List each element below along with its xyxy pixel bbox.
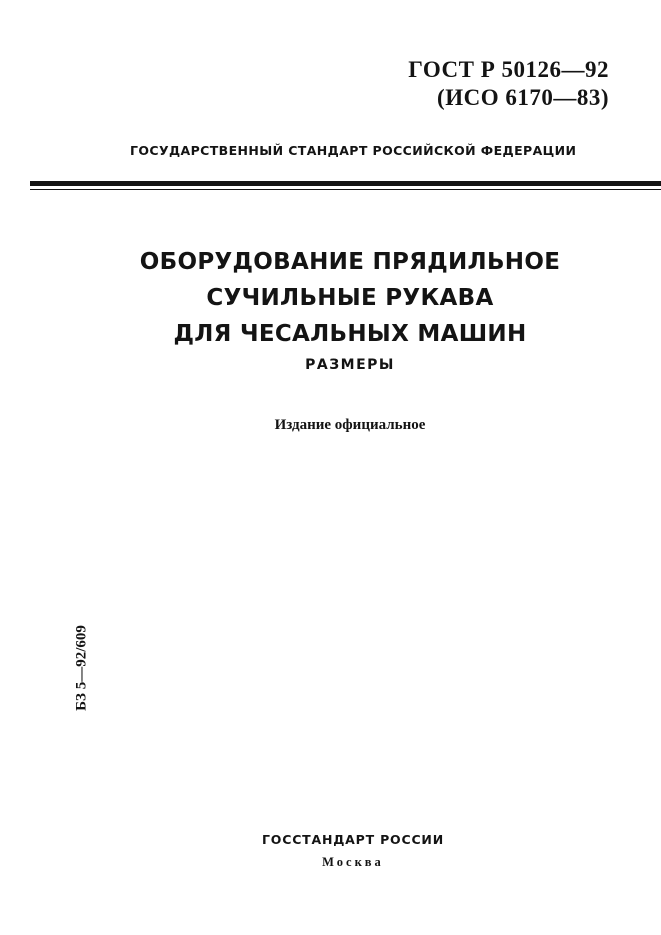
document-title <box>0 244 661 352</box>
document-subtitle: РАЗМЕРЫ <box>305 357 395 373</box>
side-code: БЗ 5—92/609 <box>73 625 90 711</box>
header-divider-thin <box>30 189 661 190</box>
header-divider-thick <box>30 181 661 186</box>
publisher-name: ГОССТАНДАРТ РОССИИ <box>262 832 444 847</box>
title-line-3: ДЛЯ ЧЕСАЛЬНЫХ МАШИН <box>173 321 527 347</box>
gost-number: ГОСТ Р 50126—92 <box>408 57 609 82</box>
edition-note: Издание официальное <box>274 417 426 433</box>
title-line-1: ОБОРУДОВАНИЕ ПРЯДИЛЬНОЕ <box>139 249 561 275</box>
publisher-city: Москва <box>322 855 384 869</box>
gost-code-block <box>408 56 609 112</box>
title-line-2: СУЧИЛЬНЫЕ РУКАВА <box>206 285 494 311</box>
state-standard-heading: ГОСУДАРСТВЕННЫЙ СТАНДАРТ РОССИЙСКОЙ ФЕДЕРАЦИИ <box>130 143 577 158</box>
iso-number: (ИСО 6170—83) <box>437 85 609 110</box>
